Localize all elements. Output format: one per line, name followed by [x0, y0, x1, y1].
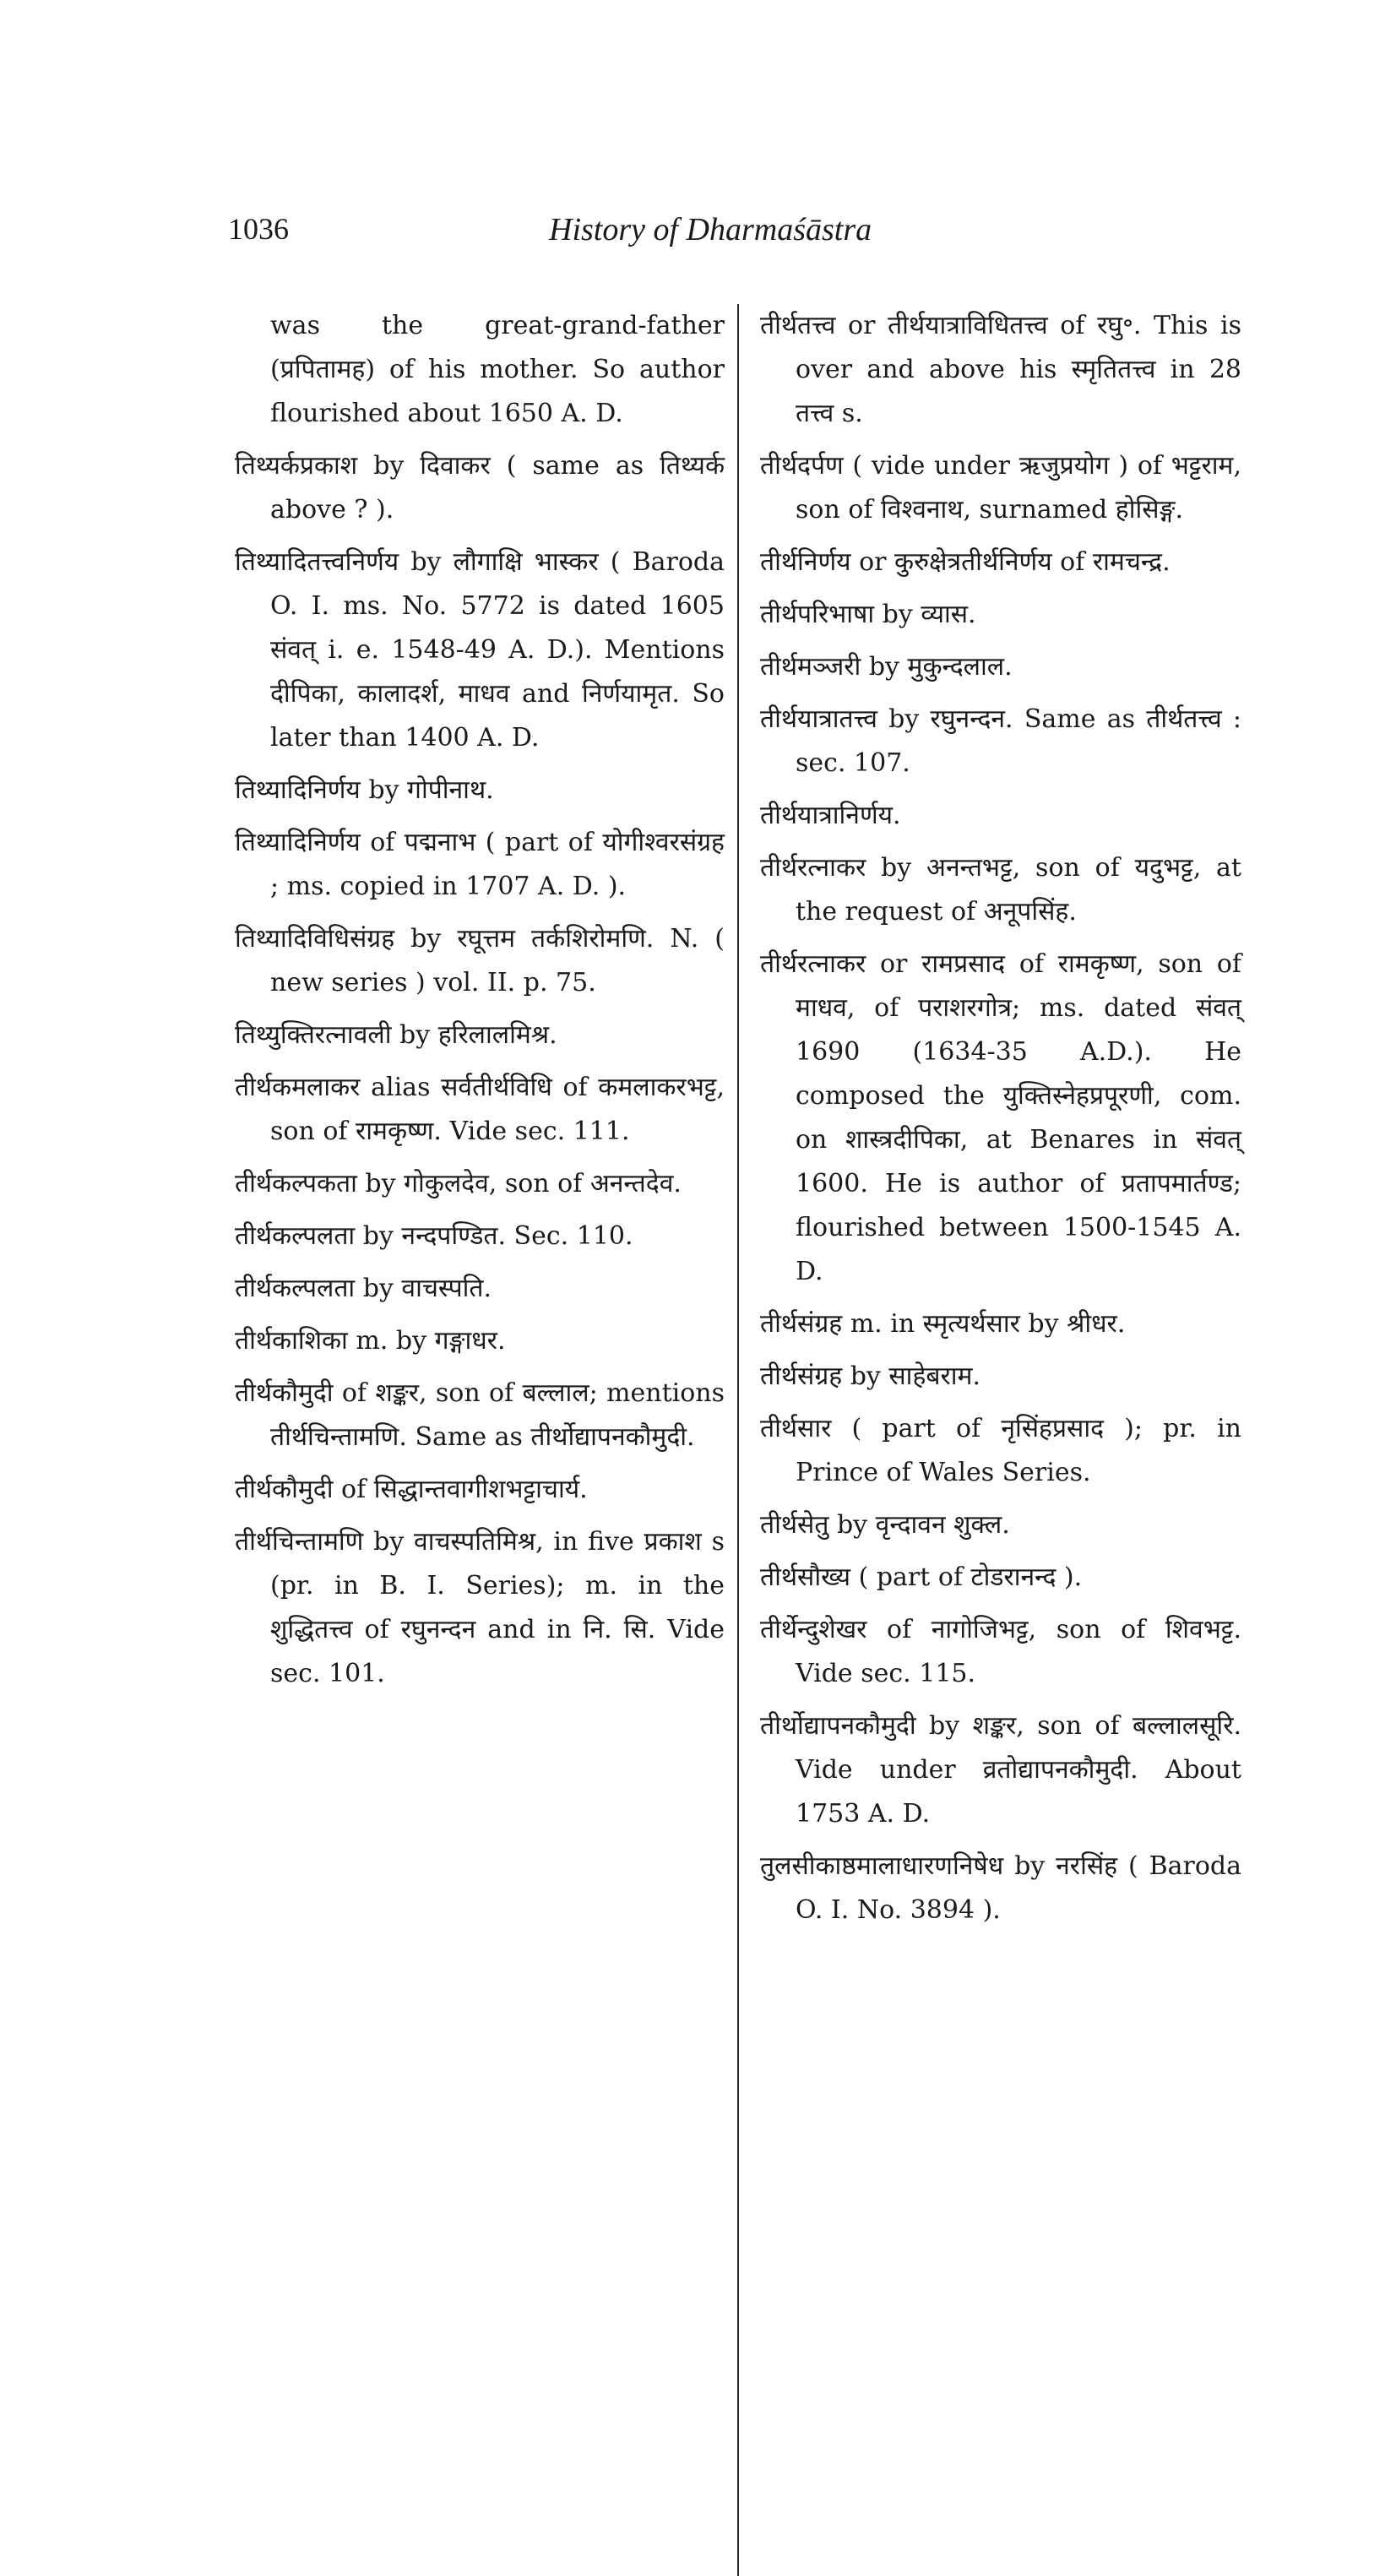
list-item: तीर्थकल्पकता by गोकुलदेव, son of अनन्तदेव.	[235, 1169, 682, 1198]
list-item: तीर्थसेतु by वृन्दावन शुक्ल.	[760, 1510, 1010, 1540]
list-item: तीर्थसंग्रह by साहेबराम.	[760, 1361, 981, 1391]
page-number: 1036	[228, 212, 289, 246]
running-title: History of Dharmaśāstra	[549, 212, 872, 247]
list-item: तीर्थकल्पलता by नन्दपण्डित. Sec. 110.	[235, 1221, 633, 1251]
list-item: तीर्थरत्नाकर or रामप्रसाद of रामकृष्ण, son of माधव, of पराशरगोत्र; ms. dated संवत् 1690 (1634-35 A.D.). He composed the युक्तिस्नेहप्रपूरणी, com. on शास्त्रदीपिका, at Benares in संवत् 1600. He is author of प्रतापमार्तण्ड; flourished between 1500-1545 A. D.	[760, 949, 1241, 1286]
column-divider	[737, 304, 739, 2576]
list-item: तीर्थसंग्रह m. in स्मृत्यर्थसार by श्रीधर.	[760, 1309, 1126, 1339]
list-item: तुलसीकाष्ठमालाधारणनिषेध by नरसिंह ( Baroda O. I. No. 3894 ).	[760, 1851, 1241, 1925]
list-item: तीर्थकौमुदी of शङ्कर, son of बल्लाल; mentions तीर्थचिन्तामणि. Same as तीर्थोद्यापनकौमुदी.	[235, 1378, 725, 1452]
list-item: तिथ्यादिविधिसंग्रह by रघूत्तम तर्कशिरोमणि. N. ( new series ) vol. II. p. 75.	[235, 924, 725, 997]
list-item: तीर्थकौमुदी of सिद्धान्तवागीशभट्टाचार्य.	[235, 1475, 588, 1504]
page-header	[228, 211, 1241, 262]
list-item: तीर्थनिर्णय or कुरुक्षेत्रतीर्थनिर्णय of रामचन्द्र.	[760, 547, 1171, 577]
list-item: तीर्थयात्रातत्त्व by रघुनन्दन. Same as तीर्थतत्त्व : sec. 107.	[760, 704, 1241, 778]
list-item: तिथ्यादितत्त्वनिर्णय by लौगाक्षि भास्कर ( Baroda O. I. ms. No. 5772 is dated 1605 संवत् i. e. 1548-49 A. D.). Mentions दीपिका, कालादर्श, माधव and निर्णयामृत. So later than 1400 A. D.	[235, 547, 725, 753]
list-item: तीर्थसौख्य ( part of टोडरानन्द ).	[760, 1562, 1083, 1592]
list-item: तिथ्यादिनिर्णय by गोपीनाथ.	[235, 775, 494, 805]
list-item: तीर्थरत्नाकर by अनन्तभट्ट, son of यदुभट्ट, at the request of अनूपसिंह.	[760, 853, 1241, 927]
list-item: तीर्थमञ्जरी by मुकुन्दलाल.	[760, 652, 1013, 682]
list-item: तीर्थयात्रानिर्णय.	[760, 801, 901, 830]
list-item: तीर्थपरिभाषा by व्यास.	[760, 600, 976, 629]
list-item: तीर्थोद्यापनकौमुदी by शङ्कर, son of बल्लालसूरि. Vide under व्रतोद्यापनकौमुदी. About 1753 A. D.	[760, 1711, 1241, 1829]
list-item: तीर्थदर्पण ( vide under ऋजुप्रयोग ) of भट्टराम, son of विश्वनाथ, surnamed होसिङ्ग.	[760, 451, 1241, 524]
list-item: was the great-grand-father (प्रपितामह) of his mother. So author flourished about 1650 A. D.	[270, 311, 725, 428]
list-item: तिथ्युक्तिरत्नावली by हरिलालमिश्र.	[235, 1020, 557, 1050]
list-item: तीर्थसार ( part of नृसिंहप्रसाद ); pr. in Prince of Wales Series.	[760, 1414, 1241, 1487]
list-item: तीर्थकाशिका m. by गङ्गाधर.	[235, 1326, 506, 1356]
left-column	[235, 304, 725, 1704]
list-item: तीर्थकमलाकर alias सर्वतीर्थविधि of कमलाकरभट्ट, son of रामकृष्ण. Vide sec. 111.	[235, 1073, 725, 1146]
list-item: तीर्थेन्दुशेखर of नागोजिभट्ट, son of शिवभट्ट. Vide sec. 115.	[760, 1615, 1241, 1688]
list-item: तिथ्यादिनिर्णय of पद्मनाभ ( part of योगीश्वरसंग्रह ; ms. copied in 1707 A. D. ).	[235, 828, 725, 901]
list-item: तीर्थतत्त्व or तीर्थयात्राविधितत्त्व of रघु॰. This is over and above his स्मृतितत्त्व in 28 तत्त्व s.	[760, 311, 1241, 428]
right-column	[760, 304, 1241, 1941]
list-item: तीर्थचिन्तामणि by वाचस्पतिमिश्र, in five प्रकाश s (pr. in B. I. Series); m. in the शुद्धितत्त्व of रघुनन्दन and in नि. सि. Vide sec. 101.	[235, 1527, 725, 1688]
list-item: तिथ्यर्कप्रकाश by दिवाकर ( same as तिथ्यर्क above ? ).	[235, 451, 725, 524]
list-item: तीर्थकल्पलता by वाचस्पति.	[235, 1274, 492, 1303]
